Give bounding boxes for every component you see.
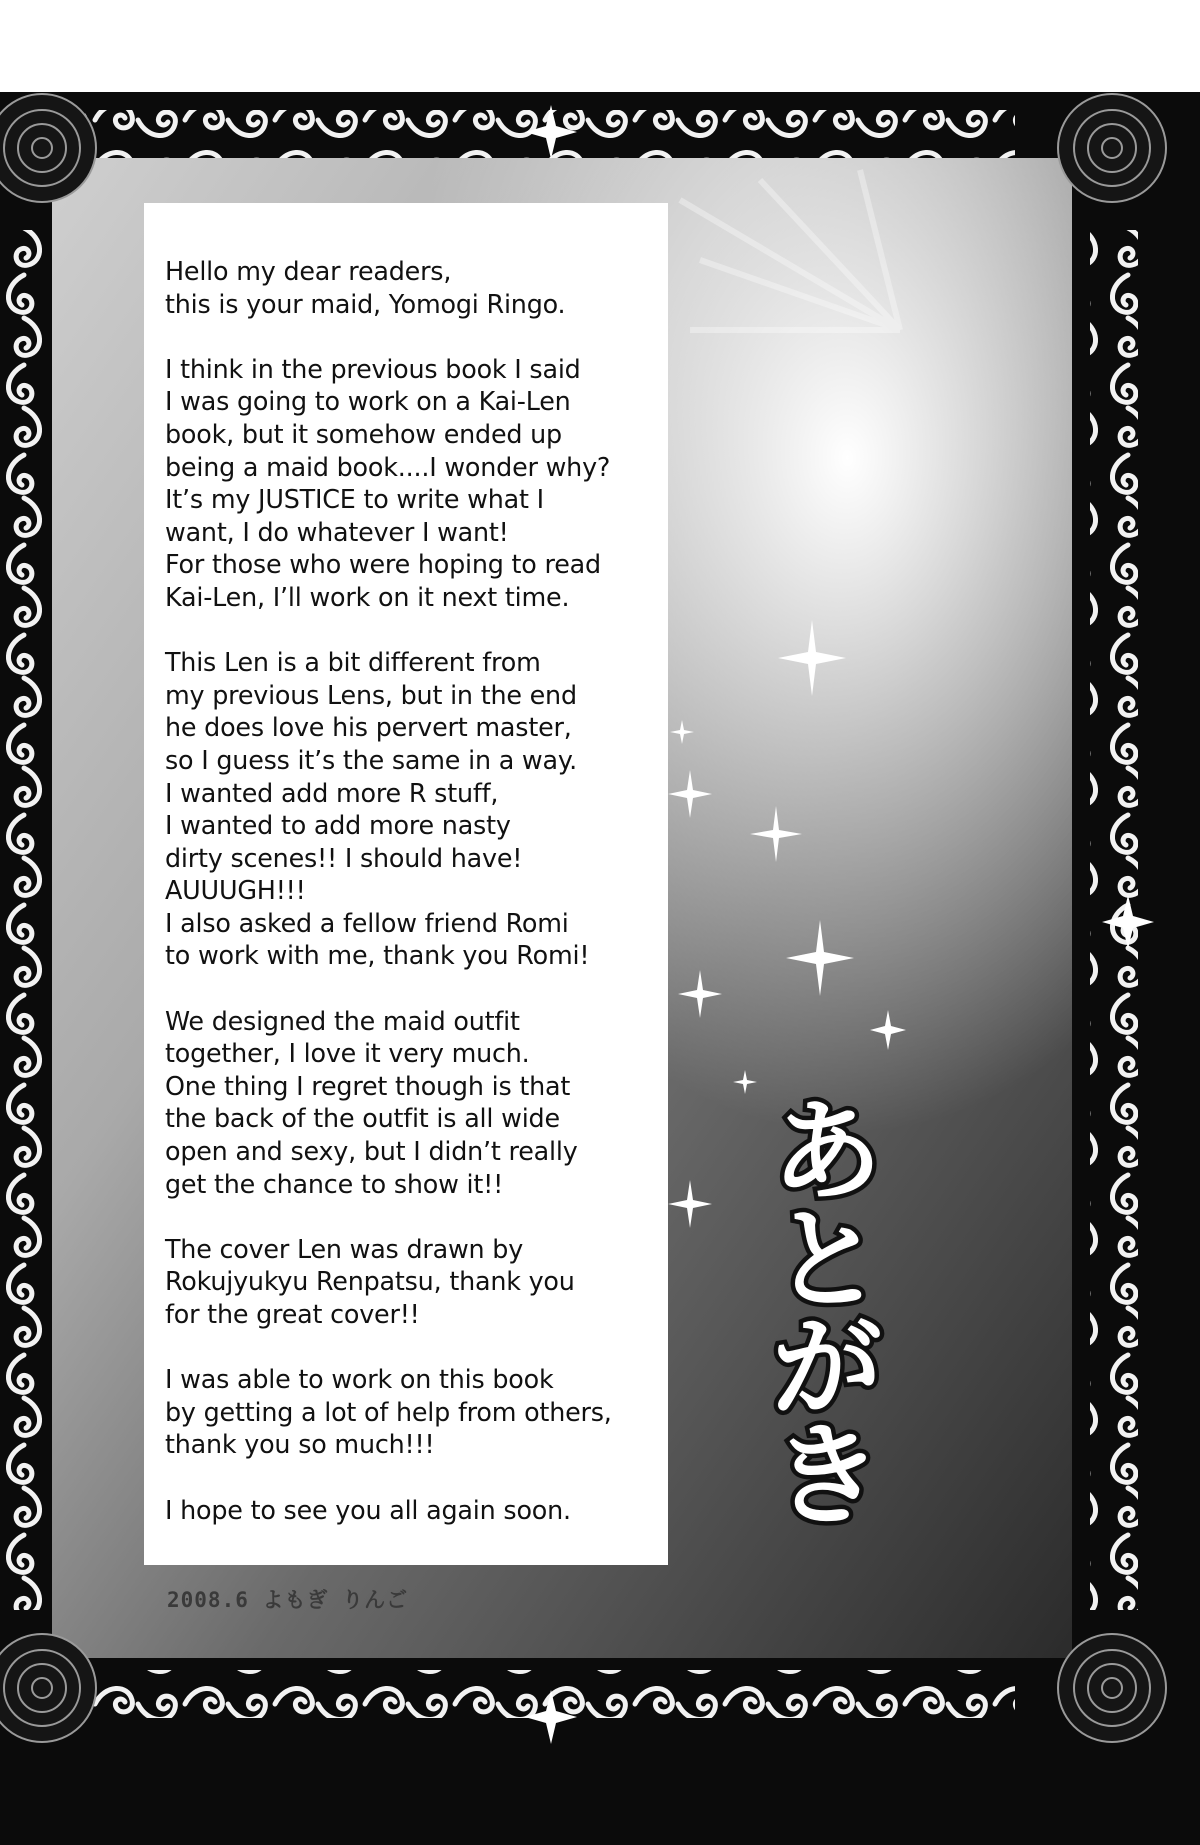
letter-line: I think in the previous book I said — [165, 353, 581, 384]
letter-paragraph — [165, 353, 648, 614]
vertical-title-atogaki — [752, 1088, 902, 1540]
letter-line: this is your maid, Yomogi Ringo. — [165, 288, 566, 319]
letter-line: to work with me, thank you Romi! — [165, 940, 590, 971]
letter-line: For those who were hoping to read — [165, 549, 601, 580]
letter-line: I was going to work on a Kai-Len — [165, 386, 571, 417]
letter-line: open and sexy, but I didn’t really — [165, 1136, 578, 1167]
letter-line: Hello my dear readers, — [165, 256, 452, 286]
letter-line: I was able to work on this book — [165, 1364, 554, 1395]
letter-line: want, I do whatever I want! — [165, 516, 509, 547]
letter-line: This Len is a bit different from — [165, 647, 541, 678]
letter-paragraph — [165, 1494, 648, 1527]
letter-line: book, but it somehow ended up — [165, 418, 562, 449]
title-char: あ — [772, 1088, 882, 1216]
letter-line: I hope to see you all again soon. — [165, 1494, 571, 1525]
letter-line: Rokujyukyu Renpatsu, thank you — [165, 1266, 575, 1297]
letter-line: The cover Len was drawn by — [165, 1233, 524, 1264]
letter-line: my previous Lens, but in the end — [165, 679, 577, 710]
letter-line: Kai-Len, I’ll work on it next time. — [165, 581, 570, 612]
letter-line: AUUUGH!!! — [165, 875, 306, 906]
letter-line: the back of the outfit is all wide — [165, 1103, 560, 1134]
letter-paragraph — [165, 1363, 648, 1461]
letter-body — [165, 255, 648, 1526]
letter-line: so I guess it’s the same in a way. — [165, 744, 577, 775]
letter-line: I wanted to add more nasty — [165, 810, 511, 841]
letter-text-box — [144, 203, 668, 1565]
letter-line: being a maid book....I wonder why? — [165, 451, 611, 482]
letter-line: I also asked a fellow friend Romi — [165, 907, 569, 938]
letter-line: together, I love it very much. — [165, 1038, 530, 1069]
letter-paragraph — [165, 1005, 648, 1201]
signature-date-author: 2008.6 よもぎ りんご — [167, 1588, 409, 1612]
letter-line: We designed the maid outfit — [165, 1005, 520, 1036]
letter-line: thank you so much!!! — [165, 1429, 435, 1460]
letter-line: he does love his pervert master, — [165, 712, 572, 743]
letter-line: for the great cover!! — [165, 1299, 420, 1329]
letter-line: One thing I regret though is that — [165, 1070, 571, 1101]
letter-line: by getting a lot of help from others, — [165, 1396, 612, 1427]
letter-line: It’s my JUSTICE to write what I — [165, 484, 544, 515]
title-char: と — [772, 1196, 882, 1324]
letter-paragraph — [165, 646, 648, 972]
letter-line: dirty scenes!! I should have! — [165, 842, 523, 873]
letter-line: get the chance to show it!! — [165, 1168, 504, 1199]
letter-paragraph — [165, 1233, 648, 1331]
title-char: き — [772, 1412, 882, 1540]
letter-line: I wanted add more R stuff, — [165, 777, 499, 808]
letter-paragraph — [165, 255, 648, 320]
title-char: が — [772, 1304, 882, 1432]
